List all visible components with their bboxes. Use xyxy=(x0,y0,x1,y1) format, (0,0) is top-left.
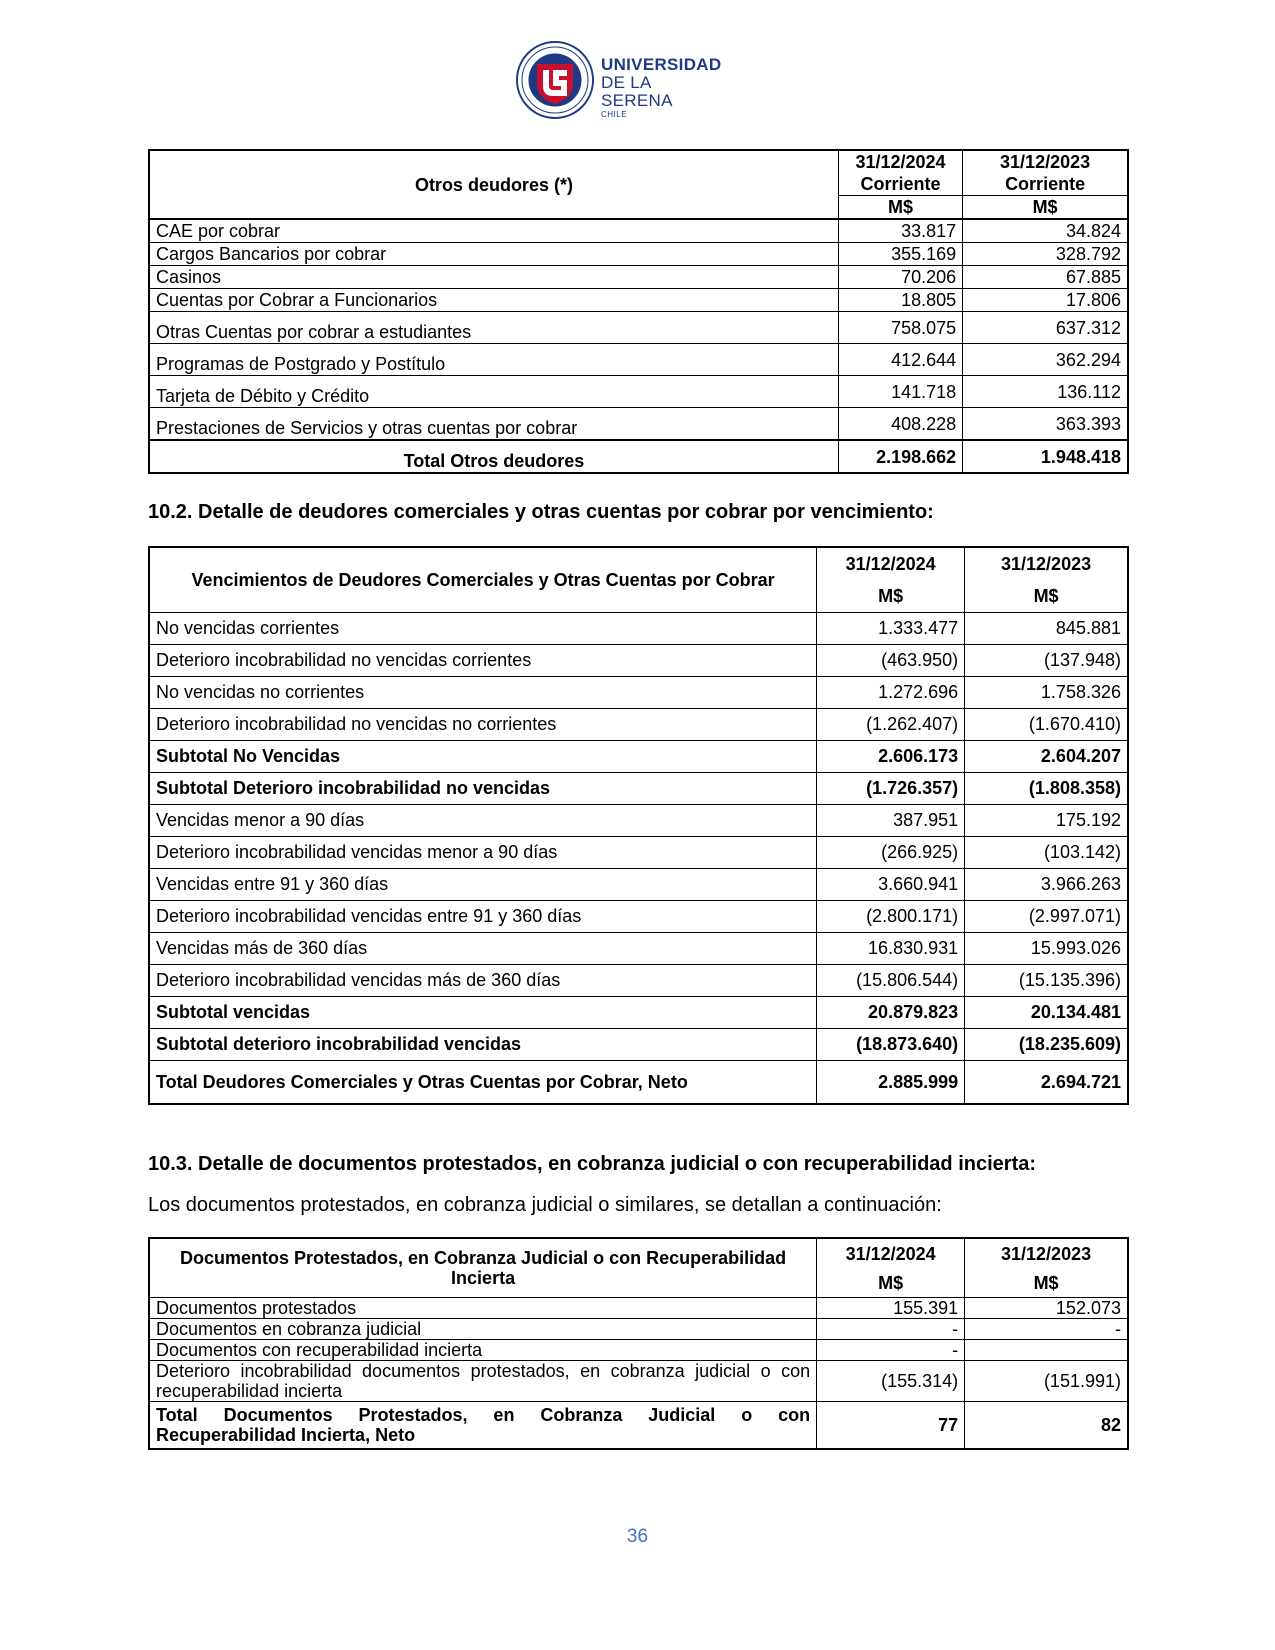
col-header-type: Corriente xyxy=(963,173,1128,196)
table-row xyxy=(149,805,1128,837)
row-label: Deterioro incobrabilidad vencidas menor a 90 días xyxy=(149,837,817,869)
value-2024: (1.726.357) xyxy=(817,773,965,805)
section-paragraph: Los documentos protestados, en cobranza judicial o similares, se detallan a continuación: xyxy=(148,1194,942,1216)
value-2023: (1.670.410) xyxy=(965,709,1128,741)
value-2024: - xyxy=(817,1319,965,1340)
table-row xyxy=(149,1340,1128,1361)
row-label: Subtotal vencidas xyxy=(149,997,817,1029)
row-label: Otras Cuentas por cobrar a estudiantes xyxy=(149,312,838,344)
row-label: Vencidas más de 360 días xyxy=(149,933,817,965)
subtotal-row xyxy=(149,741,1128,773)
table-header-label: Otros deudores (*) xyxy=(149,150,838,219)
table-row xyxy=(149,243,1128,266)
row-label: Deterioro incobrabilidad no vencidas corrientes xyxy=(149,645,817,677)
value-2024: (463.950) xyxy=(817,645,965,677)
table-header-label: Vencimientos de Deudores Comerciales y Otras Cuentas por Cobrar xyxy=(149,547,817,613)
value-2024: (155.314) xyxy=(817,1361,965,1402)
total-2024: 77 xyxy=(817,1402,965,1450)
value-2024: 355.169 xyxy=(838,243,962,266)
col-header-unit: M$ xyxy=(817,1268,965,1298)
table-row xyxy=(149,219,1128,243)
table-header-label: Documentos Protestados, en Cobranza Judicial o con Recuperabilidad Incierta xyxy=(149,1238,817,1298)
row-label: Deterioro incobrabilidad vencidas entre 91 y 360 días xyxy=(149,901,817,933)
value-2023: 1.758.326 xyxy=(965,677,1128,709)
value-2024: 16.830.931 xyxy=(817,933,965,965)
university-seal-icon xyxy=(515,40,595,120)
value-2023: 845.881 xyxy=(965,613,1128,645)
value-2024: 412.644 xyxy=(838,344,962,376)
value-2023: (18.235.609) xyxy=(965,1029,1128,1061)
value-2024: (2.800.171) xyxy=(817,901,965,933)
value-2023: 637.312 xyxy=(963,312,1128,344)
documentos-protestados-table xyxy=(148,1237,1129,1450)
table-row xyxy=(149,645,1128,677)
value-2023: 17.806 xyxy=(963,289,1128,312)
value-2023: 152.073 xyxy=(965,1298,1128,1319)
value-2024: 2.606.173 xyxy=(817,741,965,773)
value-2023: (1.808.358) xyxy=(965,773,1128,805)
total-row xyxy=(149,1061,1128,1105)
value-2024: 70.206 xyxy=(838,266,962,289)
value-2024: 387.951 xyxy=(817,805,965,837)
value-2024: - xyxy=(817,1340,965,1361)
table-row xyxy=(149,266,1128,289)
value-2023: 34.824 xyxy=(963,219,1128,243)
col-header-date: 31/12/2023 xyxy=(965,547,1128,580)
subtotal-row xyxy=(149,997,1128,1029)
table-row xyxy=(149,901,1128,933)
value-2024: 1.272.696 xyxy=(817,677,965,709)
logo-line-2: DE LA SERENA xyxy=(601,73,673,110)
logo-line-3: CHILE xyxy=(601,110,628,119)
value-2023: 363.393 xyxy=(963,408,1128,441)
subtotal-row xyxy=(149,1029,1128,1061)
value-2024: 20.879.823 xyxy=(817,997,965,1029)
value-2023: 362.294 xyxy=(963,344,1128,376)
total-label xyxy=(149,1402,817,1450)
col-header-date: 31/12/2023 xyxy=(965,1238,1128,1268)
value-2023: (103.142) xyxy=(965,837,1128,869)
value-2023: 175.192 xyxy=(965,805,1128,837)
table-row xyxy=(149,965,1128,997)
row-label: No vencidas corrientes xyxy=(149,613,817,645)
row-label: No vencidas no corrientes xyxy=(149,677,817,709)
vencimientos-table xyxy=(148,546,1129,1105)
value-2024: (15.806.544) xyxy=(817,965,965,997)
section-title-10-2: 10.2. Detalle de deudores comerciales y otras cuentas por cobrar por vencimiento: xyxy=(148,501,934,523)
page-number: 36 xyxy=(626,1526,649,1547)
row-label: Subtotal deterioro incobrabilidad vencidas xyxy=(149,1029,817,1061)
total-label-line-2: Recuperabilidad Incierta, Neto xyxy=(156,1425,416,1445)
value-2024: 33.817 xyxy=(838,219,962,243)
value-2024: (1.262.407) xyxy=(817,709,965,741)
logo-line-1: UNIVERSIDAD xyxy=(601,55,722,74)
table-row xyxy=(149,1298,1128,1319)
table-row xyxy=(149,376,1128,408)
value-2023: 2.604.207 xyxy=(965,741,1128,773)
row-label: Cargos Bancarios por cobrar xyxy=(149,243,838,266)
col-header-unit: M$ xyxy=(963,196,1128,220)
section-title-10-3: 10.3. Detalle de documentos protestados, en cobranza judicial o con recuperabilidad incierta: xyxy=(148,1153,1037,1175)
value-2024: 758.075 xyxy=(838,312,962,344)
table-row xyxy=(149,408,1128,441)
value-2023: 67.885 xyxy=(963,266,1128,289)
table-row xyxy=(149,709,1128,741)
value-2023: 20.134.481 xyxy=(965,997,1128,1029)
col-header-unit: M$ xyxy=(838,196,962,220)
value-2023: (151.991) xyxy=(965,1361,1128,1402)
university-logo xyxy=(515,40,722,120)
col-header-date: 31/12/2024 xyxy=(817,1238,965,1268)
col-header-unit: M$ xyxy=(965,1268,1128,1298)
value-2024: 408.228 xyxy=(838,408,962,441)
value-2024: 18.805 xyxy=(838,289,962,312)
value-2023: (137.948) xyxy=(965,645,1128,677)
value-2024: (266.925) xyxy=(817,837,965,869)
row-label: Documentos con recuperabilidad incierta xyxy=(149,1340,817,1361)
table-row xyxy=(149,677,1128,709)
total-2023: 1.948.418 xyxy=(963,440,1128,473)
value-2023: 136.112 xyxy=(963,376,1128,408)
col-header-date: 31/12/2023 xyxy=(963,150,1128,173)
table-row xyxy=(149,289,1128,312)
value-2023: (2.997.071) xyxy=(965,901,1128,933)
row-label: Vencidas entre 91 y 360 días xyxy=(149,869,817,901)
total-label-line-1: Total Documentos Protestados, en Cobranza Judicial o con xyxy=(156,1405,811,1425)
col-header-unit: M$ xyxy=(817,580,965,613)
row-label: Subtotal Deterioro incobrabilidad no vencidas xyxy=(149,773,817,805)
table-row xyxy=(149,869,1128,901)
row-label: Deterioro incobrabilidad vencidas más de 360 días xyxy=(149,965,817,997)
table-row xyxy=(149,344,1128,376)
total-2024: 2.198.662 xyxy=(838,440,962,473)
otros-deudores-table xyxy=(148,149,1129,474)
total-row xyxy=(149,440,1128,473)
row-label: Documentos en cobranza judicial xyxy=(149,1319,817,1340)
table-row xyxy=(149,1361,1128,1402)
total-2023: 82 xyxy=(965,1402,1128,1450)
total-label: Total Otros deudores xyxy=(149,440,838,473)
row-label: CAE por cobrar xyxy=(149,219,838,243)
row-label: Documentos protestados xyxy=(149,1298,817,1319)
row-label: Deterioro incobrabilidad no vencidas no corrientes xyxy=(149,709,817,741)
value-2023: - xyxy=(965,1319,1128,1340)
total-2023: 2.694.721 xyxy=(965,1061,1128,1105)
value-2023: 3.966.263 xyxy=(965,869,1128,901)
value-2023: 328.792 xyxy=(963,243,1128,266)
table-row xyxy=(149,613,1128,645)
total-2024: 2.885.999 xyxy=(817,1061,965,1105)
table-row xyxy=(149,933,1128,965)
row-label: Tarjeta de Débito y Crédito xyxy=(149,376,838,408)
table-row xyxy=(149,312,1128,344)
total-row xyxy=(149,1402,1128,1450)
value-2024: 155.391 xyxy=(817,1298,965,1319)
value-2023: (15.135.396) xyxy=(965,965,1128,997)
col-header-date: 31/12/2024 xyxy=(838,150,962,173)
row-label: Programas de Postgrado y Postítulo xyxy=(149,344,838,376)
row-label: Vencidas menor a 90 días xyxy=(149,805,817,837)
value-2024: 1.333.477 xyxy=(817,613,965,645)
row-label: Deterioro incobrabilidad documentos protestados, en cobranza judicial o con recuperabilidad incierta xyxy=(149,1361,817,1402)
total-label: Total Deudores Comerciales y Otras Cuentas por Cobrar, Neto xyxy=(149,1061,817,1105)
value-2024: 3.660.941 xyxy=(817,869,965,901)
row-label: Cuentas por Cobrar a Funcionarios xyxy=(149,289,838,312)
row-label: Subtotal No Vencidas xyxy=(149,741,817,773)
table-row xyxy=(149,1319,1128,1340)
row-label: Casinos xyxy=(149,266,838,289)
col-header-date: 31/12/2024 xyxy=(817,547,965,580)
row-label: Prestaciones de Servicios y otras cuentas por cobrar xyxy=(149,408,838,441)
value-2024: 141.718 xyxy=(838,376,962,408)
col-header-unit: M$ xyxy=(965,580,1128,613)
value-2023: 15.993.026 xyxy=(965,933,1128,965)
subtotal-row xyxy=(149,773,1128,805)
col-header-type: Corriente xyxy=(838,173,962,196)
table-row xyxy=(149,837,1128,869)
value-2023 xyxy=(965,1340,1128,1361)
value-2024: (18.873.640) xyxy=(817,1029,965,1061)
